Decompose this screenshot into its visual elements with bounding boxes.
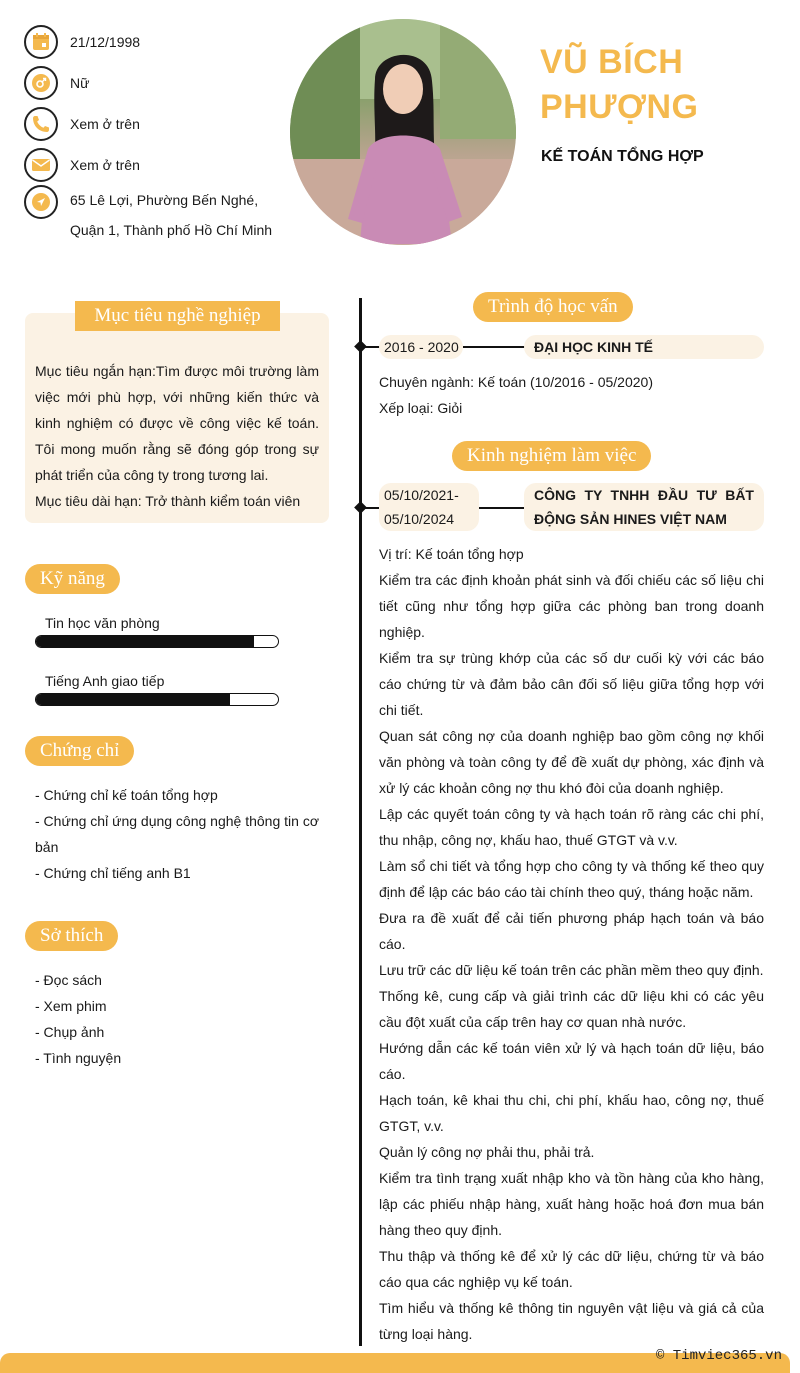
list-item: - Đọc sách [35,972,102,988]
contact-list [24,21,284,245]
contact-birthday [24,21,284,62]
skill-bar-fill [36,636,254,647]
duty-item: Hạch toán, kê khai thu chi, chi phí, khấu hao, công nợ, thuế GTGT, v.v. [379,1092,764,1134]
hobbies-list [35,967,325,1071]
contact-gender [24,62,284,103]
phone-icon [24,107,58,141]
duty-item: Lưu trữ các dữ liệu kế toán trên các phần mềm theo quy định. [379,962,764,978]
experience-period [379,483,479,531]
list-item: - Chứng chỉ kế toán tổng hợp [35,787,218,803]
skill-bar [35,635,279,648]
duty-item: Thu thập và thống kê để xử lý các dữ liệu, chứng từ và báo cáo qua các nghiệp vụ kế toán. [379,1248,764,1290]
experience-company: CÔNG TY TNHH ĐẦU TƯ BẤT ĐỘNG SẢN HINES VIỆT NAM [524,483,764,531]
list-item: - Chứng chỉ tiếng anh B1 [35,865,191,881]
footer-credit: © Timviec365.vn [655,1348,782,1364]
duty-item: Kiểm tra sự trùng khớp của các số dư cuối kỳ với các báo cáo chứng từ và đảm bảo cân đối số liệu giữa tổng hợp với chi tiết. [379,650,764,718]
education-heading: Trình độ học vấn [473,292,633,322]
duty-item: Kiểm tra các định khoản phát sinh và đối chiếu các số liệu chi tiết cũng như tổng hợp giữa các phòng ban trong doanh nghiệp. [379,572,764,640]
hobbies-heading: Sở thích [25,921,118,951]
certificates-list [35,782,325,886]
timeline-connector [362,507,380,509]
career-goal-text [35,358,319,514]
education-period: 2016 - 2020 [379,335,463,359]
certificates-heading: Chứng chỉ [25,736,134,766]
gender-text: Nữ [70,74,90,91]
email-icon [24,148,58,182]
short-term-goal: Mục tiêu ngắn hạn:Tìm được môi trường làm việc mới phù hợp, với những kiến thức và kinh nghiệm có được về công việc kế toán. Tôi mong muốn rằng sẽ đóng góp trong sự phát triển của công ty trong tương lai. [35,363,319,483]
calendar-icon [24,25,58,59]
duty-item: Lập các quyết toán công ty và hạch toán rõ ràng các chi phí, thu nhập, công nợ, khấu hao, thuế GTGT và v.v. [379,806,764,848]
list-item: - Xem phim [35,998,107,1014]
duty-item: Vị trí: Kế toán tổng hợp [379,546,524,562]
contact-phone [24,103,284,144]
contact-email [24,144,284,185]
timeline-connector [479,507,525,509]
duty-item: Thống kê, cung cấp và giải trình các dữ liệu khi có các yêu cầu đột xuất của cấp trên hay cơ quan nhà nước. [379,988,764,1030]
phone-text: Xem ở trên [70,115,140,132]
duty-item: Làm sổ chi tiết và tổng hợp cho công ty và thống kế theo quy định để lập các báo cáo tài chính theo quý, tháng hoặc năm. [379,858,764,900]
duty-item: Hướng dẫn các kế toán viên xử lý và hạch toán dữ liệu, báo cáo. [379,1040,764,1082]
timeline-line [359,298,362,1346]
education-school: ĐẠI HỌC KINH TẾ [524,335,764,359]
education-grade: Xếp loại: Giỏi [379,400,463,416]
skill-label: Tin học văn phòng [45,615,160,631]
list-item: - Tình nguyện [35,1050,122,1066]
location-icon [24,185,58,219]
email-text: Xem ở trên [70,156,140,173]
timeline-connector [362,346,380,348]
timeline-connector [463,346,525,348]
experience-period-end: 05/10/2024 [384,511,455,527]
address-text: 65 Lê Lợi, Phường Bến Nghé, Quận 1, Thành phố Hồ Chí Minh [70,192,273,238]
contact-address [24,185,284,245]
experience-duties [379,541,764,1347]
duty-item: Kiểm tra tình trạng xuất nhập kho và tồn hàng của kho hàng, lập các phiếu nhập hàng, xuất hàng hoặc hoá đơn mua bán hàng theo quy định. [379,1170,764,1238]
duty-item: Quản lý công nợ phải thu, phải trả. [379,1144,595,1160]
long-term-goal: Mục tiêu dài hạn: Trở thành kiểm toán viên [35,493,301,509]
list-item: - Chứng chỉ ứng dụng công nghệ thông tin cơ bản [35,813,319,855]
career-goal-heading: Mục tiêu nghề nghiệp [75,301,280,331]
gender-icon [24,66,58,100]
education-details [379,369,764,421]
duty-item: Tìm hiểu và thống kê thông tin nguyên vật liệu và giá cả của từng loại hàng. [379,1300,764,1342]
duty-item: Đưa ra đề xuất để cải tiến phương pháp hạch toán và báo cáo. [379,910,764,952]
skill-bar-fill [36,694,230,705]
list-item: - Chụp ảnh [35,1024,105,1040]
skills-heading: Kỹ năng [25,564,120,594]
skill-label: Tiếng Anh giao tiếp [45,673,165,689]
candidate-name: VŨ BÍCH PHƯỢNG [540,43,699,126]
skill-bar [35,693,279,706]
profile-photo [290,19,516,245]
birthday-text: 21/12/1998 [70,33,141,50]
duty-item: Quan sát công nợ của doanh nghiệp bao gồm công nợ khối văn phòng và toàn công ty để đề xuất dự phòng, xác định và xử lý các khoản công nợ thu khó đòi của doanh nghiệp. [379,728,764,796]
experience-heading: Kinh nghiệm làm việc [452,441,651,471]
education-major: Chuyên ngành: Kế toán (10/2016 - 05/2020) [379,374,653,390]
experience-period-start: 05/10/2021- [384,487,459,503]
candidate-role: KẾ TOÁN TỔNG HỢP [541,148,704,165]
